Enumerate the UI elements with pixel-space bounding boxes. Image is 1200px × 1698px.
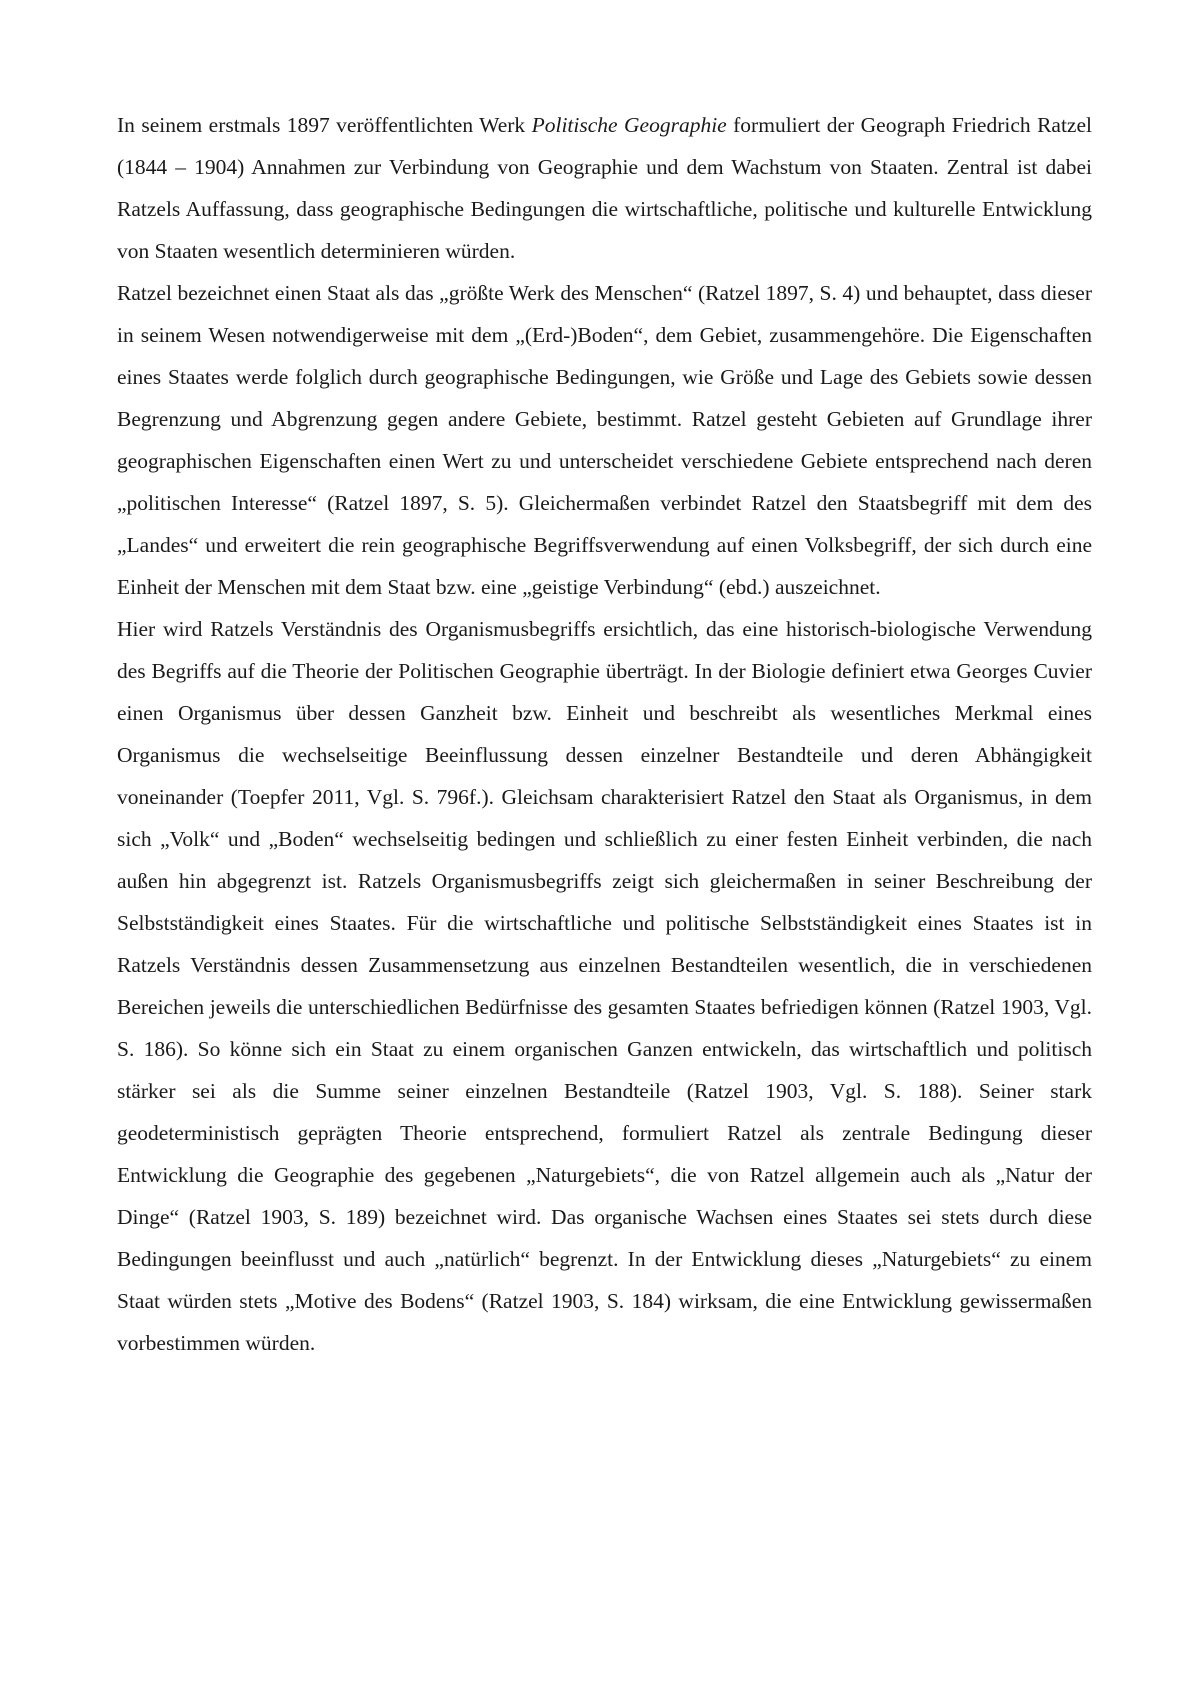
work-title-italic: Politische Geographie (531, 113, 727, 137)
body-text (117, 104, 1092, 1364)
paragraph-1-after: formuliert der Geograph Friedrich Ratzel (1844 – 1904) Annahmen zur Verbindung von Geographie und dem Wachstum von Staaten. Zentral ist dabei Ratzels Auffassung, dass geographische Bedingungen die wirtschaftliche, politische und kulturelle Entwicklung von Staaten wesentlich determinieren würden. (117, 113, 1092, 263)
paragraph-1-before: In seinem erstmals 1897 veröffentlichten Werk (117, 113, 532, 137)
paragraph-3: Hier wird Ratzels Verständnis des Organismusbegriffs ersichtlich, das eine historisch-biologische Verwendung des Begriffs auf die Theorie der Politischen Geographie überträgt. In der Biologie definiert etwa Georges Cuvier einen Organismus über dessen Ganzheit bzw. Einheit und beschreibt als wesentliches Merkmal eines Organismus die wechselseitige Beeinflussung dessen einzelner Bestandteile und deren Abhängigkeit voneinander (Toepfer 2011, Vgl. S. 796f.). Gleichsam charakterisiert Ratzel den Staat als Organismus, in dem sich „Volk“ und „Boden“ wechselseitig bedingen und schließlich zu einer festen Einheit verbinden, die nach außen hin abgegrenzt ist. Ratzels Organismusbegriffs zeigt sich gleichermaßen in seiner Beschreibung der Selbstständigkeit eines Staates. Für die wirtschaftliche und politische Selbstständigkeit eines Staates ist in Ratzels Verständnis dessen Zusammensetzung aus einzelnen Bestandteilen wesentlich, die in verschiedenen Bereichen jeweils die unterschiedlichen Bedürfnisse des gesamten Staates befriedigen können (Ratzel 1903, Vgl. S. 186). So könne sich ein Staat zu einem organischen Ganzen entwickeln, das wirtschaftlich und politisch stärker sei als die Summe seiner einzelnen Bestandteile (Ratzel 1903, Vgl. S. 188). Seiner stark geodeterministisch geprägten Theorie entsprechend, formuliert Ratzel als zentrale Bedingung dieser Entwicklung die Geographie des gegebenen „Naturgebiets“, die von Ratzel allgemein auch als „Natur der Dinge“ (Ratzel 1903, S. 189) bezeichnet wird. Das organische Wachsen eines Staates sei stets durch diese Bedingungen beeinflusst und auch „natürlich“ begrenzt. In der Entwicklung dieses „Naturgebiets“ zu einem Staat würden stets „Motive des Bodens“ (Ratzel 1903, S. 184) wirksam, die eine Entwicklung gewissermaßen vorbestimmen würden. (117, 617, 1092, 1355)
paragraph-2: Ratzel bezeichnet einen Staat als das „größte Werk des Menschen“ (Ratzel 1897, S. 4) und behauptet, dass dieser in seinem Wesen notwendigerweise mit dem „(Erd-)Boden“, dem Gebiet, zusammengehöre. Die Eigenschaften eines Staates werde folglich durch geographische Bedingungen, wie Größe und Lage des Gebiets sowie dessen Begrenzung und Abgrenzung gegen andere Gebiete, bestimmt. Ratzel gesteht Gebieten auf Grundlage ihrer geographischen Eigenschaften einen Wert zu und unterscheidet verschiedene Gebiete entsprechend nach deren „politischen Interesse“ (Ratzel 1897, S. 5). Gleichermaßen verbindet Ratzel den Staatsbegriff mit dem des „Landes“ und erweitert die rein geographische Begriffsverwendung auf einen Volksbegriff, der sich durch eine Einheit der Menschen mit dem Staat bzw. eine „geistige Verbindung“ (ebd.) auszeichnet. (117, 281, 1092, 599)
paragraph-1 (117, 104, 1092, 272)
